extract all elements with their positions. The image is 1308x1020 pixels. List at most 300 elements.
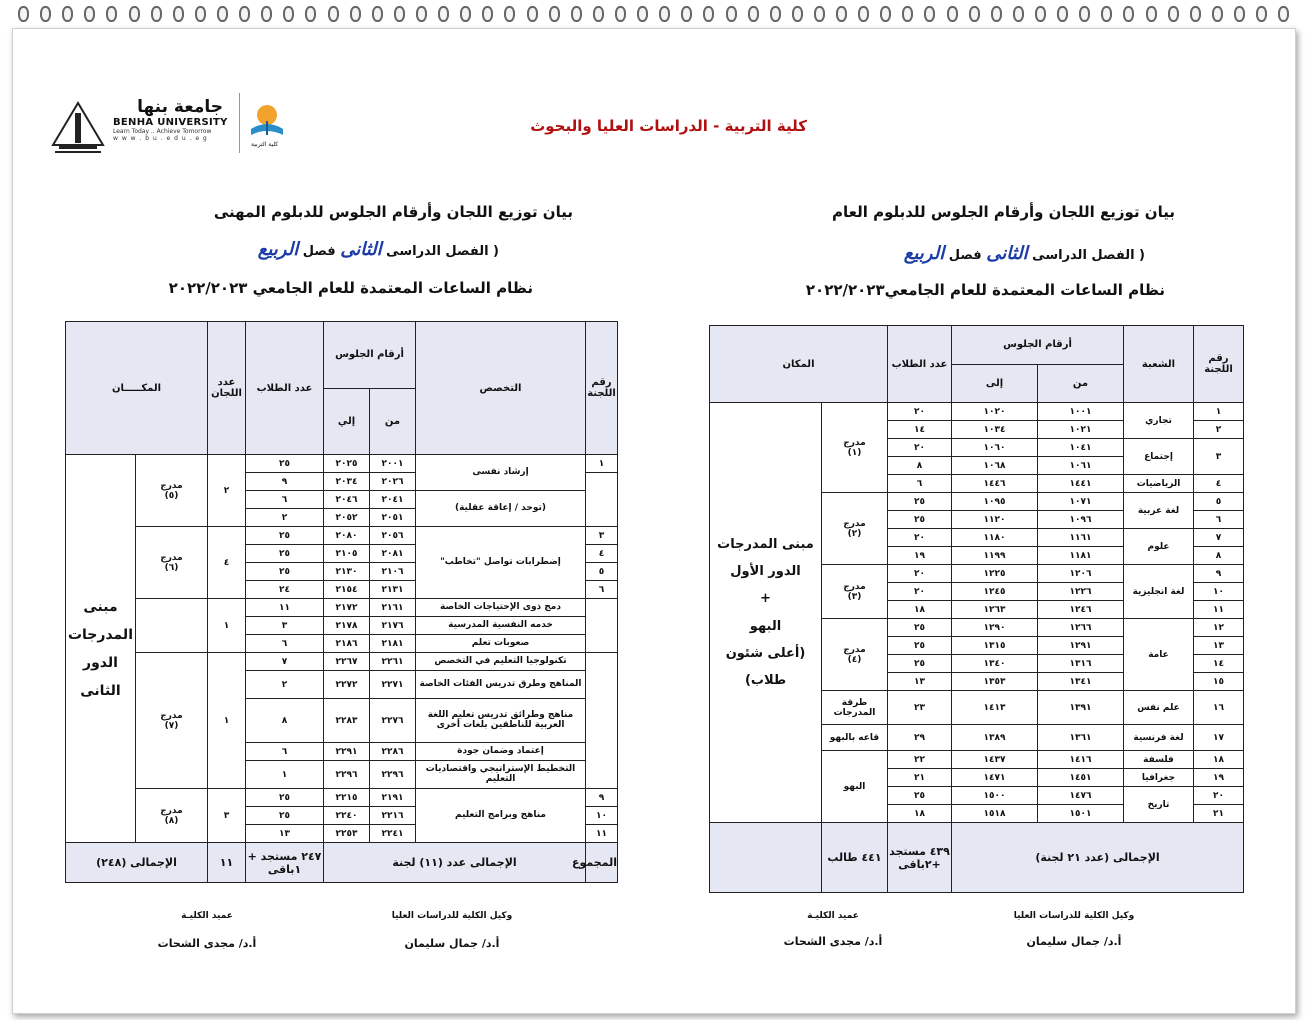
hall-cell	[822, 403, 888, 493]
committee-no: ١	[1194, 403, 1244, 421]
committee-no-header: رقم اللجنة	[1194, 326, 1244, 403]
seat-from: ١٢٢٦	[1038, 583, 1124, 601]
right-dean-title: عميد الكليـة	[807, 911, 859, 921]
seat-from: ١١٦١	[1038, 529, 1124, 547]
place-line: البهو	[749, 618, 782, 634]
to-header: إلى	[952, 364, 1038, 403]
branch: لغة فرنسية	[1124, 725, 1194, 751]
hall-number: (١)	[847, 447, 862, 458]
binder-ring-icon	[1146, 6, 1157, 22]
branch: إجتماع	[1124, 439, 1194, 475]
committee-no: ٤	[586, 545, 618, 563]
seat-from: ٢١٧٦	[370, 617, 416, 635]
binder-ring-icon	[1101, 6, 1112, 22]
student-count: ٢٠	[888, 529, 952, 547]
student-count: ٢١	[888, 769, 952, 787]
seat-from: ١٠٠١	[1038, 403, 1124, 421]
seat-to: ١٥١٨	[952, 805, 1038, 823]
student-count: ٢٠	[888, 403, 952, 421]
student-count: ٢	[246, 509, 324, 527]
binder-ring-icon	[1190, 6, 1201, 22]
seat-from: ٢١٨١	[370, 635, 416, 653]
student-count: ١١	[246, 599, 324, 617]
binder-ring-icon	[1168, 6, 1179, 22]
university-name-en: BENHA UNIVERSITY	[113, 117, 228, 128]
specialization: إضطرابات تواصل "تخاطب"	[416, 527, 586, 599]
seat-from: ١٣٩١	[1038, 691, 1124, 725]
right-title: بيان توزيع اللجان وأرقام الجلوس للدبلوم العام	[831, 203, 1175, 221]
place-line: +	[760, 591, 771, 607]
seat-to: ١٢٦٣	[952, 601, 1038, 619]
semester-handwritten: الثانى	[986, 243, 1028, 264]
university-website: w w w . b u . e d u . e g	[113, 135, 208, 142]
seat-to: ٢١٧٨	[324, 617, 370, 635]
committees-count: ٤	[208, 527, 246, 599]
binder-ring-icon	[1212, 6, 1223, 22]
right-deputy-name: أ.د/ جمال سليمان	[1026, 935, 1122, 948]
seat-to: ١٢٤٥	[952, 583, 1038, 601]
student-count: ٢٥	[246, 563, 324, 581]
logo-divider	[239, 93, 240, 153]
binder-ring-icon	[571, 6, 582, 22]
footer-students: ٢٤٧ مستجد + ١باقى	[246, 843, 324, 883]
seat-from: ١٠٢١	[1038, 421, 1124, 439]
specialization: مناهج وطرائق تدريس تعليم اللغة العربية للناطقين بلغات أخرى	[416, 699, 586, 743]
committees-count: ١	[208, 653, 246, 789]
seats-header: أرقام الجلوس	[324, 322, 416, 389]
committee-no: ٣	[1194, 439, 1244, 475]
seat-to: ٢٠٨٠	[324, 527, 370, 545]
seat-from: ٢١٣١	[370, 581, 416, 599]
seat-to: ١١٢٠	[952, 511, 1038, 529]
faculty-logo-icon	[247, 99, 287, 139]
hall-label: مدرج	[843, 644, 866, 655]
seat-from: ١٠٦١	[1038, 457, 1124, 475]
footer-label: المجموع	[586, 843, 618, 883]
place-line: مبنى المدرجات	[717, 536, 814, 552]
binder-ring-icon	[858, 6, 869, 22]
binder-ring-icon	[969, 6, 980, 22]
binder-ring-icon	[504, 6, 515, 22]
binder-ring-icon	[438, 6, 449, 22]
committee-no	[586, 599, 618, 653]
committee-no: ٣	[586, 527, 618, 545]
committee-no: ١٢	[1194, 619, 1244, 637]
binder-ring-icon	[416, 6, 427, 22]
seat-to: ١٢٩٠	[952, 619, 1038, 637]
branch: تجاري	[1124, 403, 1194, 439]
student-count: ١٨	[888, 805, 952, 823]
branch: لغة عربية	[1124, 493, 1194, 529]
binder-ring-icon	[748, 6, 759, 22]
binder-ring-icon	[792, 6, 803, 22]
branch: الرياضيات	[1124, 475, 1194, 493]
seat-to: ١٠٣٤	[952, 421, 1038, 439]
committee-no: ٤	[1194, 475, 1244, 493]
seat-to: ١٣٨٩	[952, 725, 1038, 751]
table-row	[66, 455, 618, 473]
university-emblem-icon	[47, 99, 109, 157]
hall-label: مدرج	[160, 480, 183, 491]
hall-cell	[822, 619, 888, 691]
seat-to: ٢٠٢٥	[324, 455, 370, 473]
seat-to: ٢٢٩١	[324, 743, 370, 761]
binder-ring-icon	[549, 6, 560, 22]
student-count: ١٣	[246, 825, 324, 843]
seat-from: ١٠٩٦	[1038, 511, 1124, 529]
seat-to: ٢٢٩٦	[324, 761, 370, 789]
binder-ring-icon	[40, 6, 51, 22]
committee-no: ٥	[1194, 493, 1244, 511]
committee-no: ٧	[1194, 529, 1244, 547]
specialization: دمج ذوى الإحتياجات الخاصة	[416, 599, 586, 617]
left-committees-table	[65, 321, 618, 883]
seat-from: ١٤٧٦	[1038, 787, 1124, 805]
committee-no: ١٩	[1194, 769, 1244, 787]
binder-ring-icon	[770, 6, 781, 22]
student-count: ٢٥	[888, 619, 952, 637]
seat-to: ١٥٠٠	[952, 787, 1038, 805]
binder-ring-icon	[173, 6, 184, 22]
branch: فلسفة	[1124, 751, 1194, 769]
hall-label: البهو	[843, 781, 866, 792]
seat-to: ١١٩٩	[952, 547, 1038, 565]
branch: لغة انجليزية	[1124, 565, 1194, 619]
hall-cell	[136, 599, 208, 653]
left-dean-name: أ.د/ مجدى الشحات	[157, 937, 257, 950]
right-semester-line	[825, 243, 1145, 264]
student-count: ٢٠	[888, 565, 952, 583]
binder-ring-icon	[726, 6, 737, 22]
seat-to: ٢٢٧٢	[324, 671, 370, 699]
place-cell	[66, 455, 136, 843]
seat-to: ٢٠٤٦	[324, 491, 370, 509]
table-row	[66, 789, 618, 807]
seat-to: ١٣١٥	[952, 637, 1038, 655]
seat-to: ٢٢١٥	[324, 789, 370, 807]
footer-committees: ١١	[208, 843, 246, 883]
student-count: ٦	[246, 491, 324, 509]
branch: عامة	[1124, 619, 1194, 691]
faculty-header-title: كلية التربية - الدراسات العليا والبحوث	[530, 117, 807, 135]
table-row	[66, 653, 618, 671]
committee-no: ٦	[586, 581, 618, 599]
hall-label: طرقة المدرجات	[833, 697, 876, 718]
binder-ring-icon	[880, 6, 891, 22]
seat-from: ٢٠٢٦	[370, 473, 416, 491]
hall-number: (٣)	[847, 591, 862, 602]
place-cell	[710, 403, 822, 823]
seat-from: ٢٢٤١	[370, 825, 416, 843]
binder-ring-icon	[593, 6, 604, 22]
specialization: إعتماد وضمان جودة	[416, 743, 586, 761]
specialization: تكنولوجيا التعليم في التخصص	[416, 653, 586, 671]
table-footer-row	[710, 823, 1244, 893]
committee-no: ٩	[1194, 565, 1244, 583]
footer-grand-total: الإجمالى (٢٤٨)	[66, 843, 208, 883]
student-count: ٢٩	[888, 725, 952, 751]
table-header-row	[710, 326, 1244, 365]
student-count: ٢٠	[888, 439, 952, 457]
student-count: ٢٥	[888, 493, 952, 511]
committee-no: ٢٠	[1194, 787, 1244, 805]
seat-from: ١٢٤٦	[1038, 601, 1124, 619]
committee-no: ١٧	[1194, 725, 1244, 751]
student-count: ٢٥	[246, 807, 324, 825]
committees-count: ٢	[208, 455, 246, 527]
students-header: عدد الطلاب	[888, 326, 952, 403]
student-count: ٢٤	[246, 581, 324, 599]
seat-from: ١٤١٦	[1038, 751, 1124, 769]
binder-ring-icon	[460, 6, 471, 22]
student-count: ٢٥	[888, 655, 952, 673]
binder-ring-icon	[991, 6, 1002, 22]
binder-ring-icon	[1035, 6, 1046, 22]
hall-cell	[822, 725, 888, 751]
binder-ring-icon	[637, 6, 648, 22]
seat-to: ١٢٢٥	[952, 565, 1038, 583]
binder-ring-icon	[62, 6, 73, 22]
seat-from: ٢٢٧١	[370, 671, 416, 699]
binder-ring-icon	[239, 6, 250, 22]
place-line: طلاب)	[744, 673, 787, 689]
student-count: ٢٠	[888, 583, 952, 601]
to-header: إلي	[324, 388, 370, 455]
seat-to: ٢٢٥٣	[324, 825, 370, 843]
seat-from: ١٢٦٦	[1038, 619, 1124, 637]
place-header: المكان	[710, 326, 888, 403]
committee-no: ١٤	[1194, 655, 1244, 673]
student-count: ٢٥	[888, 787, 952, 805]
binder-ring-icon	[106, 6, 117, 22]
seat-from: ٢٠٨١	[370, 545, 416, 563]
hall-label: مدرج	[843, 518, 866, 529]
seat-to: ١٣٤٠	[952, 655, 1038, 673]
seat-from: ٢٠٥١	[370, 509, 416, 527]
binder-ring-icon	[328, 6, 339, 22]
student-count: ٢٥	[246, 455, 324, 473]
table-footer-row	[66, 843, 618, 883]
student-count: ١٤	[888, 421, 952, 439]
committee-no: ١٠	[1194, 583, 1244, 601]
committee-no: ١٦	[1194, 691, 1244, 725]
left-dean-title: عميد الكليـة	[181, 911, 233, 921]
left-deputy-name: أ.د/ جمال سليمان	[404, 937, 500, 950]
place-line: المدرجات	[67, 626, 133, 643]
student-count: ١٩	[888, 547, 952, 565]
student-count: ٢	[246, 671, 324, 699]
student-count: ٢٥	[246, 527, 324, 545]
seat-to: ١٤١٣	[952, 691, 1038, 725]
specialization: المناهج وطرق تدريس الفئات الخاصة	[416, 671, 586, 699]
seat-to: ٢٠٥٢	[324, 509, 370, 527]
binder-ring-icon	[1013, 6, 1024, 22]
binder-ring-icon	[703, 6, 714, 22]
hall-label: مدرج	[160, 552, 183, 563]
seat-to: ٢١٣٠	[324, 563, 370, 581]
university-name-ar: جامعة بنها	[137, 97, 223, 117]
committees-count-header: عدد اللجان	[208, 322, 246, 455]
hall-cell	[822, 751, 888, 823]
left-semester-line	[179, 239, 499, 260]
committees-count: ٣	[208, 789, 246, 843]
right-dean-name: أ.د/ مجدى الشحات	[783, 935, 883, 948]
seat-to: ١٠٢٠	[952, 403, 1038, 421]
semester-mid: فصل	[302, 244, 336, 259]
binder-ring-icon	[129, 6, 140, 22]
seat-to: ٢٢٦٧	[324, 653, 370, 671]
committee-no	[586, 473, 618, 527]
student-count: ٨	[246, 699, 324, 743]
binder-ring-icon	[1278, 6, 1289, 22]
table-row	[66, 599, 618, 617]
student-count: ١	[246, 761, 324, 789]
seat-to: ٢١٠٥	[324, 545, 370, 563]
place-line: مبنى	[83, 598, 118, 615]
committee-no: ٥	[586, 563, 618, 581]
committee-no: ٨	[1194, 547, 1244, 565]
binder-ring-icon	[18, 6, 29, 22]
hall-cell	[136, 653, 208, 789]
binder-ring-icon	[261, 6, 272, 22]
committee-no: ٦	[1194, 511, 1244, 529]
binder-ring-icon	[615, 6, 626, 22]
student-count: ٩	[246, 473, 324, 491]
seat-from: ٢٠٥٦	[370, 527, 416, 545]
committee-no: ٢	[1194, 421, 1244, 439]
committees-count: ١	[208, 599, 246, 653]
right-system-line: نظام الساعات المعتمدة للعام الجامعي٢٠٢٢/٢٠٢٣	[805, 281, 1165, 299]
semester-handwritten: الثانى	[340, 239, 382, 260]
binder-ring-icon	[1079, 6, 1090, 22]
committee-no: ١١	[586, 825, 618, 843]
binder-ring-icon	[283, 6, 294, 22]
left-system-line: نظام الساعات المعتمدة للعام الجامعي ٢٠٢٢/٢٠٢٣	[168, 279, 533, 297]
binder-rings	[0, 6, 1308, 26]
place-line: الدور	[83, 654, 118, 671]
hall-label: مدرج	[843, 437, 866, 448]
seat-from: ٢١٩١	[370, 789, 416, 807]
left-deputy-title: وكيل الكلية للدراسات العليا	[391, 911, 513, 921]
faculty-logo-label: كلية التربية	[251, 141, 279, 148]
semester-handwritten-2: الربيع	[903, 243, 945, 264]
binder-ring-icon	[902, 6, 913, 22]
seat-from: ١٣٦١	[1038, 725, 1124, 751]
students-header: عدد الطلاب	[246, 322, 324, 455]
binder-ring-icon	[836, 6, 847, 22]
footer-grand-total: ٤٤١ طالب	[822, 823, 888, 893]
seat-from: ١١٨١	[1038, 547, 1124, 565]
hall-cell	[136, 455, 208, 527]
committee-no: ١١	[1194, 601, 1244, 619]
seat-from: ١٣٤١	[1038, 673, 1124, 691]
hall-number: (٢)	[847, 528, 862, 539]
branch: علوم	[1124, 529, 1194, 565]
hall-label: مدرج	[160, 710, 183, 721]
seat-from: ١٥٠١	[1038, 805, 1124, 823]
binder-ring-icon	[305, 6, 316, 22]
binder-ring-icon	[1234, 6, 1245, 22]
branch: تاريخ	[1124, 787, 1194, 823]
seat-from: ١٢٩١	[1038, 637, 1124, 655]
seat-to: ١١٨٠	[952, 529, 1038, 547]
binder-ring-icon	[195, 6, 206, 22]
seat-to: ١٤٣٧	[952, 751, 1038, 769]
table-row	[66, 527, 618, 545]
hall-number: (٨)	[164, 815, 179, 826]
seat-to: ١٠٦٠	[952, 439, 1038, 457]
seat-from: ١٤٥١	[1038, 769, 1124, 787]
seat-to: ٢٢٤٠	[324, 807, 370, 825]
semester-handwritten-2: الربيع	[257, 239, 299, 260]
seat-from: ١٠٤١	[1038, 439, 1124, 457]
hall-cell	[136, 789, 208, 843]
specialization: التخطيط الإستراتيجي واقتصاديات التعليم	[416, 761, 586, 789]
seat-from: ٢٠٤١	[370, 491, 416, 509]
branch: علم نفس	[1124, 691, 1194, 725]
left-title: بيان توزيع اللجان وأرقام الجلوس للدبلوم المهنى	[213, 203, 573, 221]
student-count: ٢٥	[888, 511, 952, 529]
right-deputy-title: وكيل الكلية للدراسات العليا	[1013, 911, 1135, 921]
seat-from: ٢٠٠١	[370, 455, 416, 473]
seat-from: ٢٢٨٦	[370, 743, 416, 761]
binder-ring-icon	[394, 6, 405, 22]
binder-ring-icon	[681, 6, 692, 22]
table-header-row	[66, 322, 618, 389]
hall-cell	[822, 565, 888, 619]
footer-empty	[710, 823, 822, 893]
student-count: ١٣	[888, 673, 952, 691]
binder-ring-icon	[217, 6, 228, 22]
specialization: (توحد / إعاقة عقلية)	[416, 491, 586, 527]
committee-no	[586, 653, 618, 789]
committee-no: ١	[586, 455, 618, 473]
from-header: من	[370, 388, 416, 455]
seat-to: ١٠٦٨	[952, 457, 1038, 475]
binder-ring-icon	[482, 6, 493, 22]
footer-total: الإجمالى (عدد ٢١ لجنة)	[952, 823, 1244, 893]
committee-no: ١٨	[1194, 751, 1244, 769]
seat-from: ٢١٠٦	[370, 563, 416, 581]
branch-header: الشعبة	[1124, 326, 1194, 403]
seat-from: ١٢٠٦	[1038, 565, 1124, 583]
seat-to: ١٣٥٣	[952, 673, 1038, 691]
hall-number: (٥)	[164, 490, 179, 501]
seat-from: ٢٢٦١	[370, 653, 416, 671]
student-count: ٢٢	[888, 751, 952, 769]
footer-students: ٤٣٩ مستجد +٢باقى	[888, 823, 952, 893]
binder-ring-icon	[924, 6, 935, 22]
student-count: ٦	[888, 475, 952, 493]
document-page	[12, 28, 1296, 1014]
seat-to: ٢١٧٢	[324, 599, 370, 617]
binder-ring-icon	[372, 6, 383, 22]
seat-from: ١٣١٦	[1038, 655, 1124, 673]
university-tagline: Learn Today .. Achieve Tomorrow	[113, 128, 212, 135]
university-text	[113, 97, 233, 142]
student-count: ٢٥	[888, 637, 952, 655]
specialization: إرشاد نفسى	[416, 455, 586, 491]
committee-no: ٩	[586, 789, 618, 807]
binder-ring-icon	[814, 6, 825, 22]
seat-to: ٢٢٨٣	[324, 699, 370, 743]
hall-label: مدرج	[843, 581, 866, 592]
student-count: ٧	[246, 653, 324, 671]
seat-from: ٢٢٩٦	[370, 761, 416, 789]
committee-no: ١٣	[1194, 637, 1244, 655]
right-committees-table	[709, 325, 1244, 893]
binder-ring-icon	[1057, 6, 1068, 22]
